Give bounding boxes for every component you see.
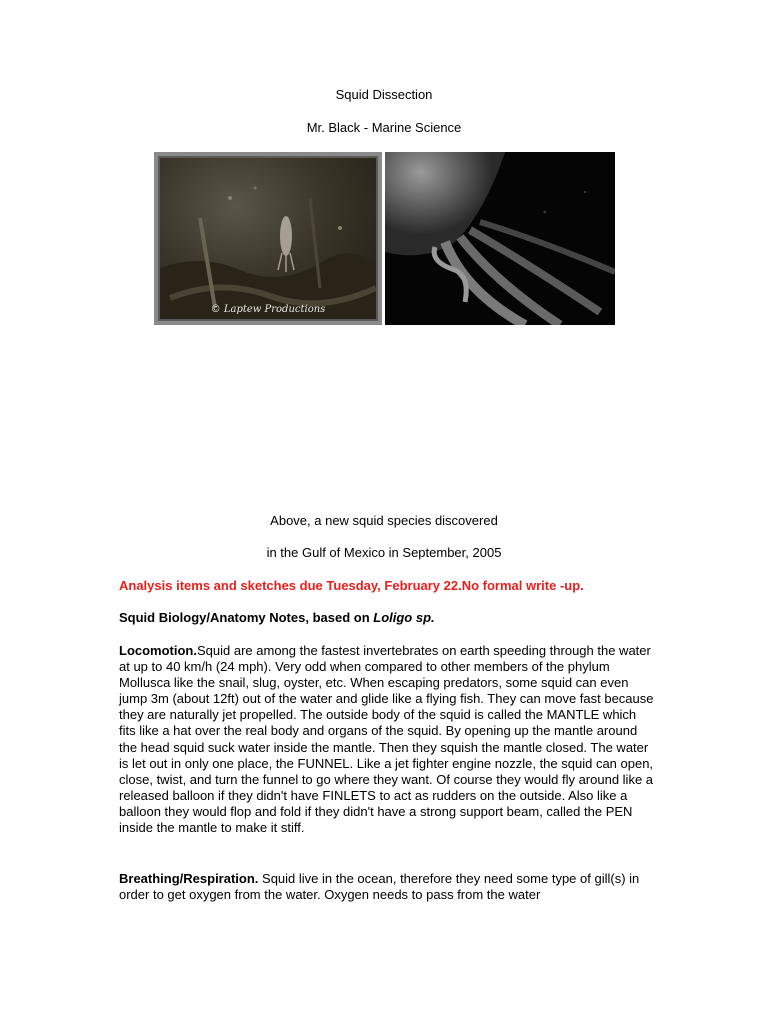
squid-arms-illustration — [385, 152, 615, 325]
squid-arms-photo — [385, 152, 615, 325]
species-name: Loligo sp. — [373, 610, 435, 625]
caption-line-1: Above, a new squid species discovered — [270, 513, 498, 528]
locomotion-paragraph — [119, 643, 654, 836]
breathing-label: Breathing/Respiration. — [119, 871, 259, 886]
squid-photos — [154, 152, 615, 325]
locomotion-label: Locomotion. — [119, 643, 197, 658]
breathing-paragraph — [119, 871, 654, 903]
document-subtitle: Mr. Black - Marine Science — [306, 120, 462, 135]
caption-line-2: in the Gulf of Mexico in September, 2005 — [266, 545, 502, 560]
notes-heading — [119, 610, 435, 626]
seafloor-image — [160, 158, 376, 319]
squid-seafloor-photo — [154, 152, 382, 325]
document-title: Squid Dissection — [335, 87, 433, 102]
locomotion-body: Squid are among the fastest invertebrates on earth speeding through the water at up to 40 km/h (24 mph). Very odd when compared to other members of the phylum Mollusca like the snail, slug, oyster, etc. When escaping predators, some squid can even jump 3m (about 12ft) out of the water and glide like a flying fish. They can move fast because they are naturally jet propelled. The outside body of the squid is called the MANTLE which fits like a hat over the real body and organs of the squid. By opening up the mantle around the head squid suck water inside the mantle. Then they squish the mantle closed. The water is let out in only one place, the FUNNEL. Like a jet fighter engine nozzle, the squid can open, close, twist, and turn the funnel to go where they want. Of course they would fly around like a released balloon if they didn't have FINLETS to act as rudders on the outside. Also like a balloon they would flop and fold if they didn't have a strong support beam, called the PEN inside the mantle to make it stiff. — [119, 643, 654, 836]
photo-watermark: © Laptew Productions — [210, 304, 326, 315]
due-date-notice: Analysis items and sketches due Tuesday, February 22.No formal write -up. — [119, 578, 584, 593]
notes-heading-text: Squid Biology/Anatomy Notes, based on — [119, 610, 374, 625]
breathing-body: Squid live in the ocean, therefore they need some type of gill(s) in order to get oxygen from the water. Oxygen needs to pass from the water — [119, 871, 640, 903]
seafloor-illustration — [160, 158, 376, 319]
